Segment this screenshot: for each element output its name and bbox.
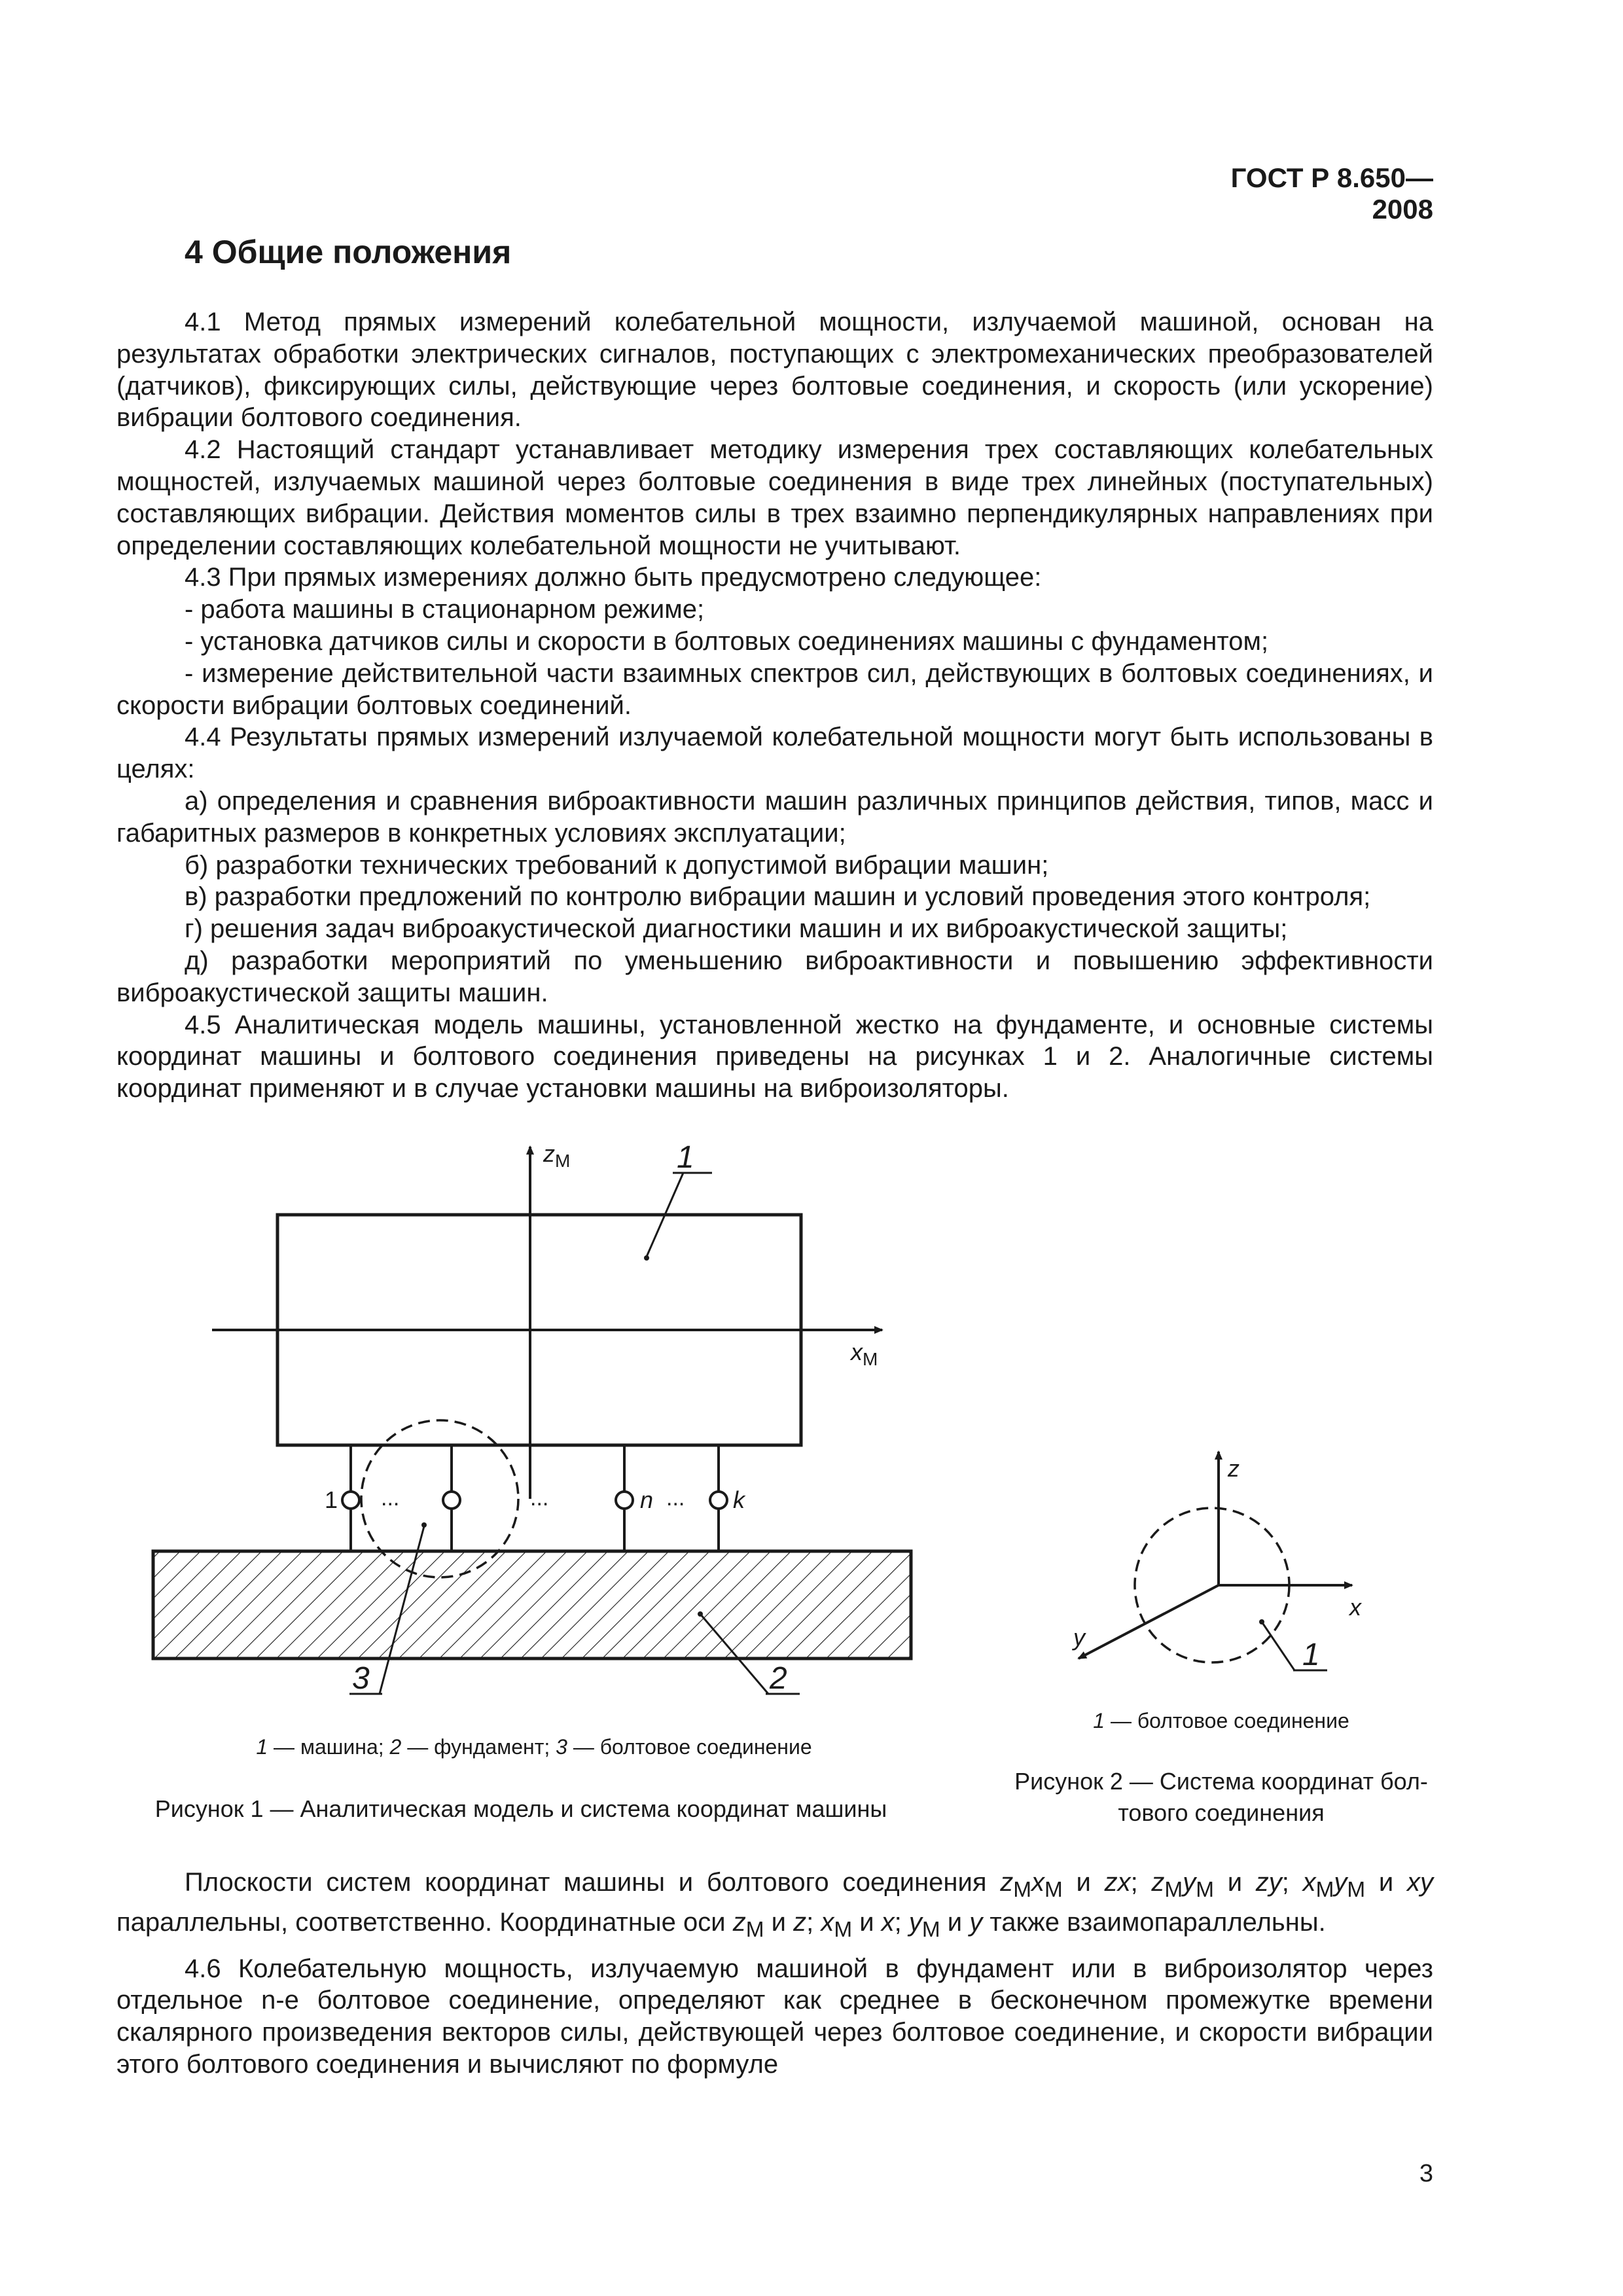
callout-2: 2 (770, 1661, 787, 1696)
list-item: в) разработки предложений по контролю вибрации машин и условий проведения этого контроля; (185, 882, 1371, 912)
z-axis-label: $z_М$ (543, 1140, 571, 1171)
x-axis-label: x (1349, 1594, 1361, 1621)
paragraph-4-6: 4.6 Колебательную мощность, излучаемую машиной в фундамент или в виброизолятор через отдельное n-е болтовое соединение, определяют как среднее в бесконечном промежутке времени скалярного произведения векторов силы, действующей через болтовое соединение, и скорости вибрации этого болтового соединения и вычисляют по формуле (116, 1954, 1433, 2079)
callout-1: 1 (677, 1140, 694, 1175)
list-item: г) решения задач виброакустической диагностики машин и их виброакустической защиты; (185, 914, 1288, 944)
planes-paragraph: Плоскости систем координат машины и болтового соединения $z_Мx_М$ и zx; $z_Мy_М$ и zy; $x_Мy_М$ и xy параллельны, соответственно. Координатные оси $z_М$ и z; $x_М$ и x; $y_М$ и y также взаимопараллельны. (116, 1868, 1433, 1942)
paragraph-4-4: 4.4 Результаты прямых измерений излучаемой колебательной мощности могут быть использованы в целях: (116, 723, 1433, 784)
figure-2-legend: 1 — болтовое соединение (1093, 1709, 1349, 1732)
bolt-2 (443, 1445, 460, 1551)
paragraph-4-1: 4.1 Метод прямых измерений колебательной мощности, излучаемой машиной, основан на результатах обработки электрических сигналов, поступающих с электромеханических преобразователей (датчиков), фиксирующих силы, действующие через болтовые соединения, и скорость (или ускорение) вибрации болтового соединения. (116, 308, 1433, 433)
bolt-1 (342, 1445, 359, 1551)
callout-3: 3 (352, 1661, 370, 1696)
figure-2-coordinates (1071, 1452, 1363, 1672)
y-axis (1079, 1585, 1219, 1659)
ellipsis: ... (666, 1486, 685, 1511)
figure-1-caption: Рисунок 1 — Аналитическая модель и система координат машины (154, 1795, 887, 1822)
ellipsis: ... (530, 1486, 549, 1511)
list-item: - измерение действительной части взаимных спектров сил, действующих в болтовых соединениях, и скорости вибрации болтовых соединений. (116, 658, 1433, 720)
list-item: - работа машины в стационарном режиме; (185, 595, 705, 624)
paragraph-4-3: 4.3 При прямых измерениях должно быть предусмотрено следующее: (185, 563, 1042, 592)
bolt-k (710, 1445, 727, 1551)
list-item: д) разработки мероприятий по уменьшению виброактивности и повышению эффективности виброакустической защиты машин. (116, 946, 1433, 1007)
figure-1-legend: 1 — машина; 2 — фундамент; 3 — болтовое соединение (256, 1735, 812, 1759)
section-title: 4 Общие положения (185, 234, 512, 270)
bolt-n (616, 1445, 633, 1551)
list-item: - установка датчиков силы и скорости в болтовых соединениях машины с фундаментом; (185, 626, 1269, 656)
list-item: б) разработки технических требований к допустимой вибрации машин; (185, 850, 1049, 880)
figure-2-caption: тового соединения (1118, 1799, 1325, 1826)
x-axis-label: $x_М$ (851, 1338, 878, 1369)
document-number: ГОСТ Р 8.650—2008 (1230, 162, 1433, 224)
paragraph-4-2: 4.2 Настоящий стандарт устанавливает методику измерения трех составляющих колебательных мощностей, излучаемых машиной через болтовые соединения в виде трех линейных (поступательных) составляющих вибрации. Действия моментов силы в трех взаимно перпендикулярных направлениях при определении составляющих колебательной мощности не учитывают. (116, 435, 1433, 560)
bolt-label-n: n (640, 1486, 654, 1513)
list-item: а) определения и сравнения виброактивности машин различных принципов действия, типов, масс и габаритных размеров в конкретных условиях эксплуатации; (116, 786, 1433, 848)
figure-2-caption: Рисунок 2 — Система координат бол- (1014, 1768, 1428, 1795)
bolt-label-1: 1 (325, 1486, 338, 1513)
bolt-label-k: k (733, 1486, 745, 1513)
foundation-block (153, 1551, 911, 1659)
page-number: 3 (1419, 2160, 1433, 2187)
y-axis-label: y (1073, 1624, 1085, 1651)
ellipsis: ... (381, 1486, 400, 1511)
callout-1: 1 (1302, 1638, 1320, 1672)
paragraph-4-5: 4.5 Аналитическая модель машины, установленной жестко на фундаменте, и основные системы координат машины и болтового соединения приведены на рисунках 1 и 2. Аналогичные системы координат применяют и в случае установки машины на виброизоляторы. (116, 1010, 1433, 1103)
figure-1-model (153, 1140, 911, 1696)
z-axis-label: z (1228, 1455, 1240, 1482)
post-figure-text (116, 1867, 1433, 2081)
